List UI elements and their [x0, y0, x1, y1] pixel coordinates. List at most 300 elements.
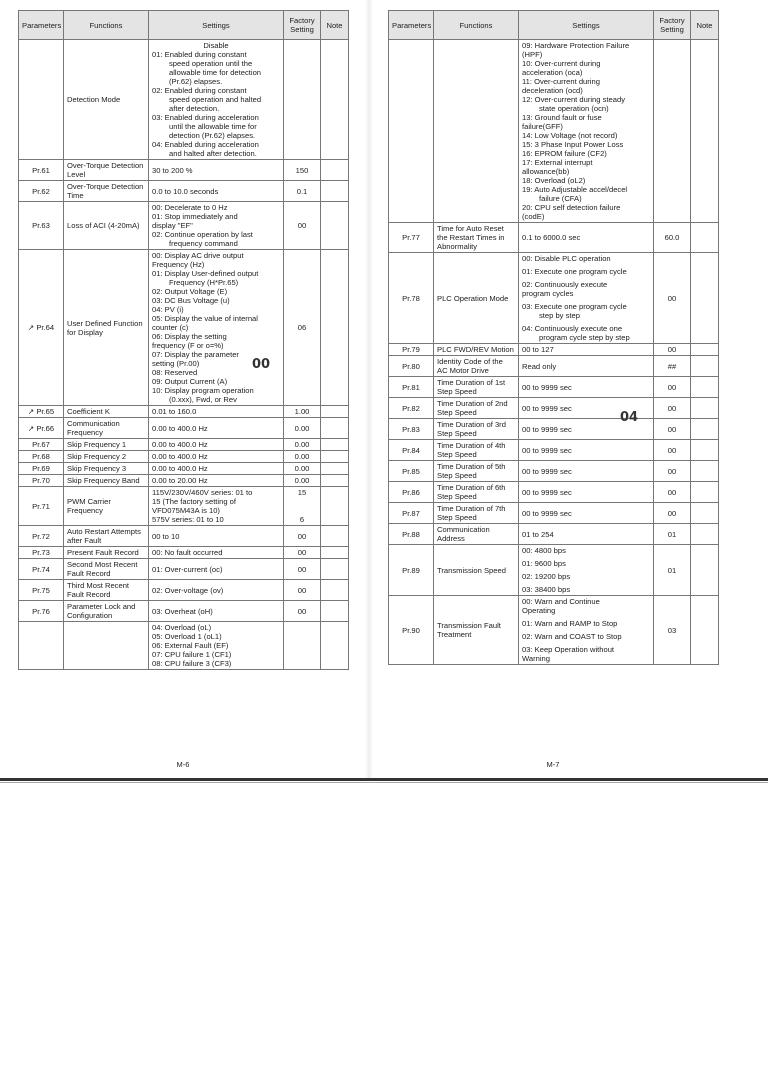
function-cell: Present Fault Record [64, 547, 149, 559]
note-cell [691, 482, 719, 503]
parameter-cell: Pr.79 [389, 344, 434, 356]
table-header [389, 11, 719, 40]
settings-cell [149, 451, 284, 463]
settings-line: 00: Decelerate to 0 Hz [152, 203, 228, 212]
parameter-cell: ↗ Pr.66 [19, 418, 64, 439]
table-row [389, 524, 719, 545]
settings-line: acceleration (oca) [522, 68, 583, 77]
settings-cell [149, 547, 284, 559]
function-cell: Transmission Speed [434, 545, 519, 596]
parameter-cell: Pr.68 [19, 451, 64, 463]
settings-line: detection (Pr.62) elapses. [169, 131, 256, 140]
function-cell: Detection Mode [64, 40, 149, 160]
header-factory-setting: Factory Setting [654, 11, 691, 40]
settings-line: 02: Enabled during constant [152, 86, 247, 95]
factory-setting-cell: 01 [654, 524, 691, 545]
page-gutter [365, 0, 373, 780]
table-row [19, 487, 349, 526]
settings-line: 00: 4800 bps [522, 546, 566, 555]
note-cell [691, 596, 719, 665]
settings-line: setting (Pr.00) [152, 359, 200, 368]
settings-cell [149, 487, 284, 526]
factory-setting-cell: 00 [284, 580, 321, 601]
settings-line: 12: Over-current during steady [522, 95, 625, 104]
settings-line: 00: Disable PLC operation [522, 254, 611, 263]
note-cell [321, 40, 349, 160]
settings-line: 15: 3 Phase Input Power Loss [522, 140, 624, 149]
settings-cell [149, 202, 284, 250]
settings-cell [149, 622, 284, 670]
settings-line: until the allowable time for [169, 122, 257, 131]
note-cell [691, 398, 719, 419]
factory-setting-cell [284, 622, 321, 670]
settings-line: 16: EPROM failure (CF2) [522, 149, 607, 158]
parameter-cell [389, 40, 434, 223]
note-cell [321, 406, 349, 418]
settings-cell [519, 545, 654, 596]
settings-line: 03: DC Bus Voltage (u) [152, 296, 230, 305]
settings-line: 03: Overheat (oH) [152, 606, 213, 616]
note-cell [321, 202, 349, 250]
note-cell [321, 526, 349, 547]
settings-line: and halted after detection. [169, 149, 257, 158]
settings-line: 0.00 to 400.0 Hz [152, 423, 208, 433]
settings-line: 06: Display the setting [152, 332, 227, 341]
handwritten-mark-right: 04 [620, 410, 639, 425]
table-row [389, 545, 719, 596]
parameter-cell: Pr.88 [389, 524, 434, 545]
factory-setting-cell: 00 [654, 461, 691, 482]
note-cell [321, 418, 349, 439]
page-bottom-edge [0, 778, 768, 781]
function-cell: Time Duration of 6th Step Speed [434, 482, 519, 503]
settings-line: 14: Low Voltage (not record) [522, 131, 618, 140]
table-row [389, 482, 719, 503]
settings-line: 00 to 9999 sec [522, 508, 572, 518]
settings-line: 01: 9600 bps [522, 559, 566, 568]
settings-line: 01: Over-current (oc) [152, 564, 223, 574]
factory-setting-cell: 06 [284, 250, 321, 406]
function-cell: Time Duration of 1st Step Speed [434, 377, 519, 398]
settings-line: 04: Continuously execute one [522, 324, 623, 333]
settings-line: 30 to 200 % [152, 165, 193, 175]
table-row [389, 503, 719, 524]
settings-line: (0.xxx), Fwd, or Rev [169, 395, 237, 404]
settings-cell [149, 181, 284, 202]
factory-setting-cell: 00 [654, 398, 691, 419]
handwritten-mark-left: 00 [252, 357, 271, 372]
parameter-cell: Pr.62 [19, 181, 64, 202]
function-cell: Identity Code of the AC Motor Drive [434, 356, 519, 377]
settings-line: 10: Over-current during [522, 59, 601, 68]
note-cell [691, 253, 719, 344]
parameter-cell: Pr.83 [389, 419, 434, 440]
settings-line: Frequency (Hz) [152, 260, 205, 269]
settings-cell [519, 377, 654, 398]
header-note: Note [691, 11, 719, 40]
table-row [19, 439, 349, 451]
factory-setting-cell: 0.00 [284, 439, 321, 451]
note-cell [321, 475, 349, 487]
factory-setting-cell: 00 [284, 559, 321, 580]
function-cell: Time Duration of 5th Step Speed [434, 461, 519, 482]
note-cell [321, 622, 349, 670]
factory-setting-cell [654, 40, 691, 223]
factory-setting-cell [284, 40, 321, 160]
note-cell [691, 344, 719, 356]
parameter-table-left [18, 10, 349, 670]
settings-line: 08: Reserved [152, 368, 198, 377]
table-row [389, 596, 719, 665]
settings-cell [149, 418, 284, 439]
settings-line: 02: Continue operation by last [152, 230, 253, 239]
factory-setting-cell: 00 [654, 344, 691, 356]
function-cell: Third Most Recent Fault Record [64, 580, 149, 601]
settings-line: speed operation until the [169, 59, 253, 68]
parameter-cell: Pr.76 [19, 601, 64, 622]
settings-line: 09: Hardware Protection Failure [522, 41, 630, 50]
settings-cell [149, 463, 284, 475]
settings-cell [519, 253, 654, 344]
settings-line: 01: Execute one program cycle [522, 267, 627, 276]
settings-line: 575V series: 01 to 10 [152, 515, 224, 524]
settings-cell [149, 406, 284, 418]
settings-cell [519, 344, 654, 356]
table-row [389, 440, 719, 461]
settings-cell [149, 601, 284, 622]
settings-line: 00 to 9999 sec [522, 445, 572, 455]
function-cell: Skip Frequency 2 [64, 451, 149, 463]
settings-line: 08: CPU failure 3 (CF3) [152, 659, 232, 668]
factory-setting-cell: 00 [654, 253, 691, 344]
parameter-cell: Pr.73 [19, 547, 64, 559]
note-cell [691, 545, 719, 596]
table-row [389, 419, 719, 440]
settings-cell [519, 440, 654, 461]
settings-line: failure (CFA) [539, 194, 582, 203]
settings-cell [149, 40, 284, 160]
table-body-left [19, 40, 349, 670]
parameter-cell: Pr.81 [389, 377, 434, 398]
function-cell: Second Most Recent Fault Record [64, 559, 149, 580]
factory-setting-cell: 0.00 [284, 463, 321, 475]
note-cell [321, 439, 349, 451]
settings-cell [519, 356, 654, 377]
parameter-cell: Pr.71 [19, 487, 64, 526]
parameter-cell: Pr.82 [389, 398, 434, 419]
factory-setting-cell: 60.0 [654, 223, 691, 253]
settings-line: 19: Auto Adjustable accel/decel [522, 185, 628, 194]
table-row [19, 580, 349, 601]
function-cell: Skip Frequency Band [64, 475, 149, 487]
table-row [19, 160, 349, 181]
factory-setting-cell: 00 [654, 440, 691, 461]
settings-line: 01: Stop immediately and [152, 212, 238, 221]
table-row [389, 253, 719, 344]
settings-line: 0.0 to 10.0 seconds [152, 186, 219, 196]
factory-setting-cell: 15 6 [284, 487, 321, 526]
parameter-cell: Pr.75 [19, 580, 64, 601]
parameter-table-right [388, 10, 719, 665]
note-cell [691, 440, 719, 461]
settings-line: program cycle step by step [539, 333, 630, 342]
settings-line: 04: PV (i) [152, 305, 184, 314]
settings-cell [149, 439, 284, 451]
settings-line: 02: Warn and COAST to Stop [522, 632, 622, 641]
settings-line: program cycles [522, 289, 574, 298]
function-cell: Auto Restart Attempts after Fault [64, 526, 149, 547]
factory-setting-cell: 00 [654, 482, 691, 503]
settings-line: speed operation and halted [169, 95, 262, 104]
factory-setting-cell: 0.00 [284, 418, 321, 439]
settings-cell [149, 559, 284, 580]
function-cell: Time Duration of 4th Step Speed [434, 440, 519, 461]
note-cell [691, 40, 719, 223]
settings-line: 10: Display program operation [152, 386, 254, 395]
factory-setting-cell: 00 [654, 419, 691, 440]
note-cell [321, 559, 349, 580]
settings-line: 03: 38400 bps [522, 585, 571, 594]
table-row [19, 202, 349, 250]
factory-setting-cell: 01 [654, 545, 691, 596]
settings-cell [519, 223, 654, 253]
settings-line: after detection. [169, 104, 220, 113]
settings-line: step by step [539, 311, 580, 320]
table-row [389, 223, 719, 253]
parameter-cell: Pr.72 [19, 526, 64, 547]
table-row [19, 463, 349, 475]
parameter-cell: Pr.69 [19, 463, 64, 475]
parameter-cell: Pr.70 [19, 475, 64, 487]
settings-line: deceleration (ocd) [522, 86, 583, 95]
table-row [19, 250, 349, 406]
settings-cell [519, 461, 654, 482]
settings-cell [149, 160, 284, 181]
settings-line: 03: Execute one program cycle [522, 302, 627, 311]
page-bottom-edge-shadow [0, 782, 768, 783]
factory-setting-cell: 0.1 [284, 181, 321, 202]
settings-line: 02: 19200 bps [522, 572, 571, 581]
function-cell: Time for Auto Reset the Restart Times in Abnormality [434, 223, 519, 253]
settings-line: 00 to 9999 sec [522, 424, 572, 434]
settings-line: 07: CPU failure 1 (CF1) [152, 650, 232, 659]
note-cell [321, 160, 349, 181]
settings-line: allowable time for detection [169, 68, 262, 77]
settings-line: 00 to 127 [522, 345, 554, 354]
settings-line: Operating [522, 606, 556, 615]
settings-line: 15 (The factory setting of [152, 497, 236, 506]
table-row [19, 451, 349, 463]
settings-line: 00: No fault occurred [152, 548, 223, 557]
parameter-cell: ↗ Pr.65 [19, 406, 64, 418]
settings-line: 00: Warn and Continue [522, 597, 600, 606]
table-row [389, 344, 719, 356]
settings-line: 04: Overload (oL) [152, 623, 212, 632]
settings-cell [519, 596, 654, 665]
settings-line: VFD075M43A is 10) [152, 506, 220, 515]
header-factory-setting: Factory Setting [284, 11, 321, 40]
header-settings: Settings [519, 11, 654, 40]
settings-line: 09: Output Current (A) [152, 377, 228, 386]
note-cell [691, 377, 719, 398]
factory-setting-cell: 03 [654, 596, 691, 665]
note-cell [691, 461, 719, 482]
settings-line: 18: Overload (oL2) [522, 176, 586, 185]
settings-line: 06: External Fault (EF) [152, 641, 229, 650]
settings-line: 11: Over-current during [522, 77, 600, 86]
table-row [19, 475, 349, 487]
settings-line: frequency command [169, 239, 238, 248]
settings-cell [149, 475, 284, 487]
function-cell: Communication Address [434, 524, 519, 545]
function-cell: User Defined Function for Display [64, 250, 149, 406]
note-cell [321, 463, 349, 475]
note-cell [321, 580, 349, 601]
settings-line: 00 to 9999 sec [522, 487, 572, 497]
table-row [19, 40, 349, 160]
table-row [19, 406, 349, 418]
function-cell: PLC FWD/REV Motion [434, 344, 519, 356]
parameter-cell: Pr.87 [389, 503, 434, 524]
table-row [19, 601, 349, 622]
settings-cell [149, 580, 284, 601]
factory-setting-cell: 00 [654, 377, 691, 398]
settings-line: 02: Output Voltage (E) [152, 287, 228, 296]
function-cell: Communication Frequency [64, 418, 149, 439]
settings-line: failure(GFF) [522, 122, 563, 131]
note-cell [691, 503, 719, 524]
settings-line: display "EF" [152, 221, 193, 230]
function-cell: Time Duration of 7th Step Speed [434, 503, 519, 524]
function-cell: Parameter Lock and Configuration [64, 601, 149, 622]
note-cell [691, 524, 719, 545]
settings-line: 01: Warn and RAMP to Stop [522, 619, 618, 628]
table-header [19, 11, 349, 40]
settings-cell [519, 40, 654, 223]
factory-setting-cell: 00 [284, 601, 321, 622]
note-cell [321, 451, 349, 463]
settings-line: 07: Display the parameter [152, 350, 239, 359]
note-cell [691, 419, 719, 440]
function-cell [434, 40, 519, 223]
note-cell [321, 487, 349, 526]
parameter-cell: Pr.61 [19, 160, 64, 181]
settings-line: (Pr.62) elapses. [169, 77, 223, 86]
settings-line: 00 to 9999 sec [522, 403, 572, 413]
table-row [19, 559, 349, 580]
header-functions: Functions [434, 11, 519, 40]
function-cell: Over-Torque Detection Time [64, 181, 149, 202]
factory-setting-cell: 1.00 [284, 406, 321, 418]
settings-cell [519, 482, 654, 503]
function-cell: PWM Carrier Frequency [64, 487, 149, 526]
settings-line: 00 to 9999 sec [522, 466, 572, 476]
function-cell: Skip Frequency 1 [64, 439, 149, 451]
settings-line: counter (c) [152, 323, 189, 332]
parameter-cell: Pr.90 [389, 596, 434, 665]
table-row [19, 547, 349, 559]
settings-line: 0.00 to 400.0 Hz [152, 452, 208, 461]
settings-line: frequency (F or o=%) [152, 341, 224, 350]
factory-setting-cell: ## [654, 356, 691, 377]
settings-line: 02: Continuously execute [522, 280, 608, 289]
table-row [389, 356, 719, 377]
factory-setting-cell: 0.00 [284, 475, 321, 487]
table-row [389, 40, 719, 223]
settings-line: 01 to 254 [522, 529, 554, 539]
factory-setting-cell: 00 [284, 526, 321, 547]
parameter-cell: Pr.84 [389, 440, 434, 461]
settings-line: 13: Ground fault or fuse [522, 113, 602, 122]
settings-line: 01: Display User-defined output [152, 269, 259, 278]
settings-cell [519, 503, 654, 524]
settings-line: (HPF) [522, 50, 543, 59]
settings-line: 05: Display the value of internal [152, 314, 258, 323]
settings-line: 0.00 to 20.00 Hz [152, 476, 208, 485]
settings-line: 00 to 10 [152, 531, 180, 541]
settings-line: 17: External interrupt [522, 158, 593, 167]
settings-line: Disable [203, 41, 229, 50]
header-settings: Settings [149, 11, 284, 40]
settings-cell [149, 526, 284, 547]
parameter-cell: ↗ Pr.64 [19, 250, 64, 406]
settings-line: 04: Enabled during acceleration [152, 140, 259, 149]
note-cell [321, 250, 349, 406]
table-row [389, 398, 719, 419]
parameter-cell: Pr.85 [389, 461, 434, 482]
function-cell: Transmission Fault Treatment [434, 596, 519, 665]
factory-setting-cell: 00 [284, 202, 321, 250]
settings-line: 00: Display AC drive output [152, 251, 244, 260]
page-number-left: M-6 [176, 760, 190, 769]
note-cell [691, 356, 719, 377]
table-row [19, 526, 349, 547]
table-row [19, 181, 349, 202]
parameter-cell: Pr.89 [389, 545, 434, 596]
settings-cell [149, 250, 284, 406]
settings-line: 01: Enabled during constant [152, 50, 247, 59]
function-cell: Time Duration of 3rd Step Speed [434, 419, 519, 440]
header-functions: Functions [64, 11, 149, 40]
factory-setting-cell: 00 [284, 547, 321, 559]
settings-cell [519, 524, 654, 545]
function-cell [64, 622, 149, 670]
page-right [388, 10, 718, 665]
page-number-right: M-7 [546, 760, 560, 769]
settings-line: state operation (ocn) [539, 104, 609, 113]
parameter-cell: Pr.77 [389, 223, 434, 253]
function-cell: Loss of ACI (4-20mA) [64, 202, 149, 250]
factory-setting-cell: 150 [284, 160, 321, 181]
parameter-cell: Pr.80 [389, 356, 434, 377]
function-cell: Over-Torque Detection Level [64, 160, 149, 181]
settings-line: 20: CPU self detection failure [522, 203, 621, 212]
settings-line: 02: Over-voltage (ov) [152, 585, 224, 595]
settings-line: Frequency (H*Pr.65) [169, 278, 239, 287]
parameter-cell: Pr.63 [19, 202, 64, 250]
parameter-cell: Pr.86 [389, 482, 434, 503]
function-cell: Time Duration of 2nd Step Speed [434, 398, 519, 419]
table-body-right [389, 40, 719, 665]
settings-line: 05: Overload 1 (oL1) [152, 632, 222, 641]
note-cell [321, 181, 349, 202]
settings-line: 00 to 9999 sec [522, 382, 572, 392]
settings-line: 0.00 to 400.0 Hz [152, 440, 208, 449]
function-cell: Skip Frequency 3 [64, 463, 149, 475]
settings-line: Read only [522, 361, 557, 371]
factory-setting-cell: 00 [654, 503, 691, 524]
parameter-cell [19, 40, 64, 160]
